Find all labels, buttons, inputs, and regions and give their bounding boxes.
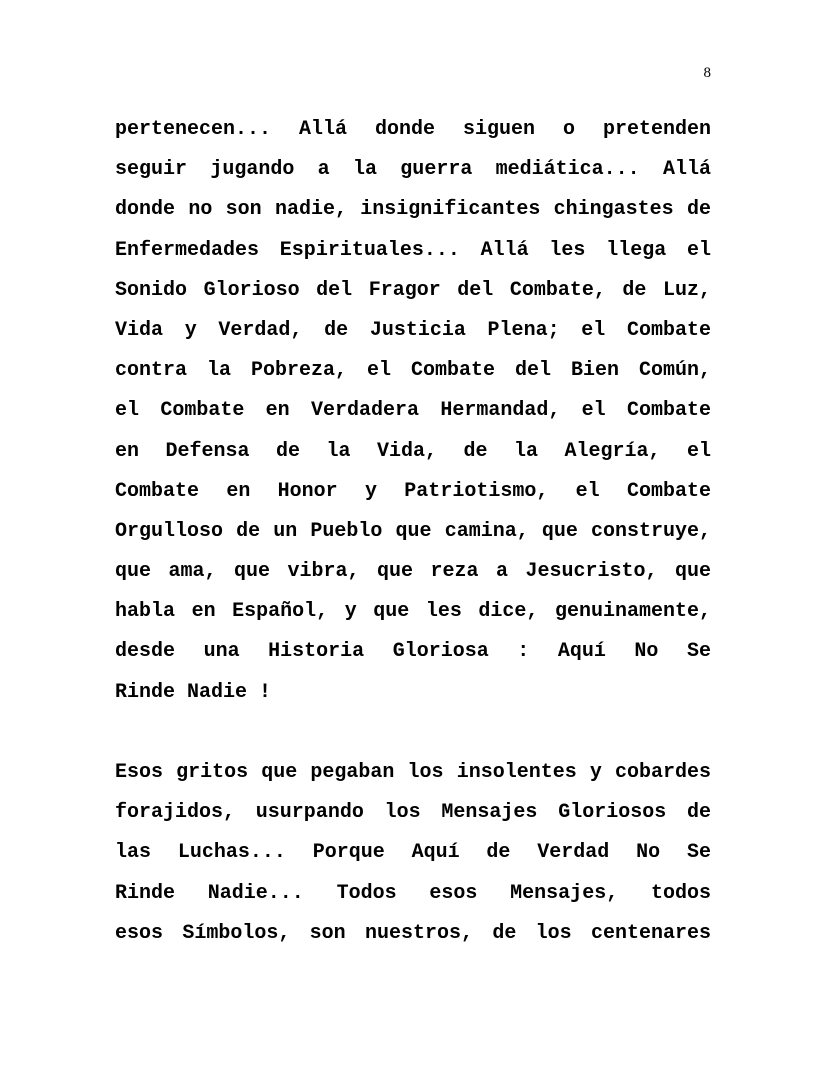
text-line: Sonido Glorioso del Fragor del Combate, de Luz,: [115, 278, 711, 302]
body-text: [115, 110, 711, 954]
text-line: en Defensa de la Vida, de la Alegría, el: [115, 439, 711, 463]
text-line: contra la Pobreza, el Combate del Bien Común,: [115, 359, 711, 383]
text-line: Rinde Nadie !: [115, 680, 272, 704]
text-line: desde una Historia Gloriosa : Aquí No Se: [115, 640, 711, 664]
text-line: pertenecen... Allá donde siguen o pretenden: [115, 118, 711, 141]
text-line: Rinde Nadie... Todos esos Mensajes, todos: [115, 881, 711, 905]
text-line: Vida y Verdad, de Justicia Plena; el Combate: [115, 318, 711, 342]
text-line: donde no son nadie, insignificantes chingastes de: [115, 198, 711, 222]
page-number: 8: [703, 65, 711, 81]
text-line: seguir jugando a la guerra mediática... Allá: [115, 158, 711, 182]
text-line: esos Símbolos, son nuestros, de los centenares: [115, 921, 711, 945]
text-line: el Combate en Verdadera Hermandad, el Combate: [115, 399, 711, 423]
text-line: Combate en Honor y Patriotismo, el Combate: [115, 479, 711, 503]
text-line: Esos gritos que pegaban los insolentes y cobardes: [115, 761, 711, 784]
text-line: forajidos, usurpando los Mensajes Gloriosos de: [115, 801, 711, 825]
text-line: que ama, que vibra, que reza a Jesucristo, que: [115, 560, 711, 584]
paragraph-2: [115, 753, 711, 954]
paragraph-spacer: [115, 713, 711, 753]
text-line: habla en Español, y que les dice, genuinamente,: [115, 600, 711, 624]
paragraph-1: [115, 110, 711, 713]
text-line: las Luchas... Porque Aquí de Verdad No Se: [115, 841, 711, 865]
text-line: Orgulloso de un Pueblo que camina, que construye,: [115, 519, 711, 543]
text-line: Enfermedades Espirituales... Allá les llega el: [115, 238, 711, 262]
